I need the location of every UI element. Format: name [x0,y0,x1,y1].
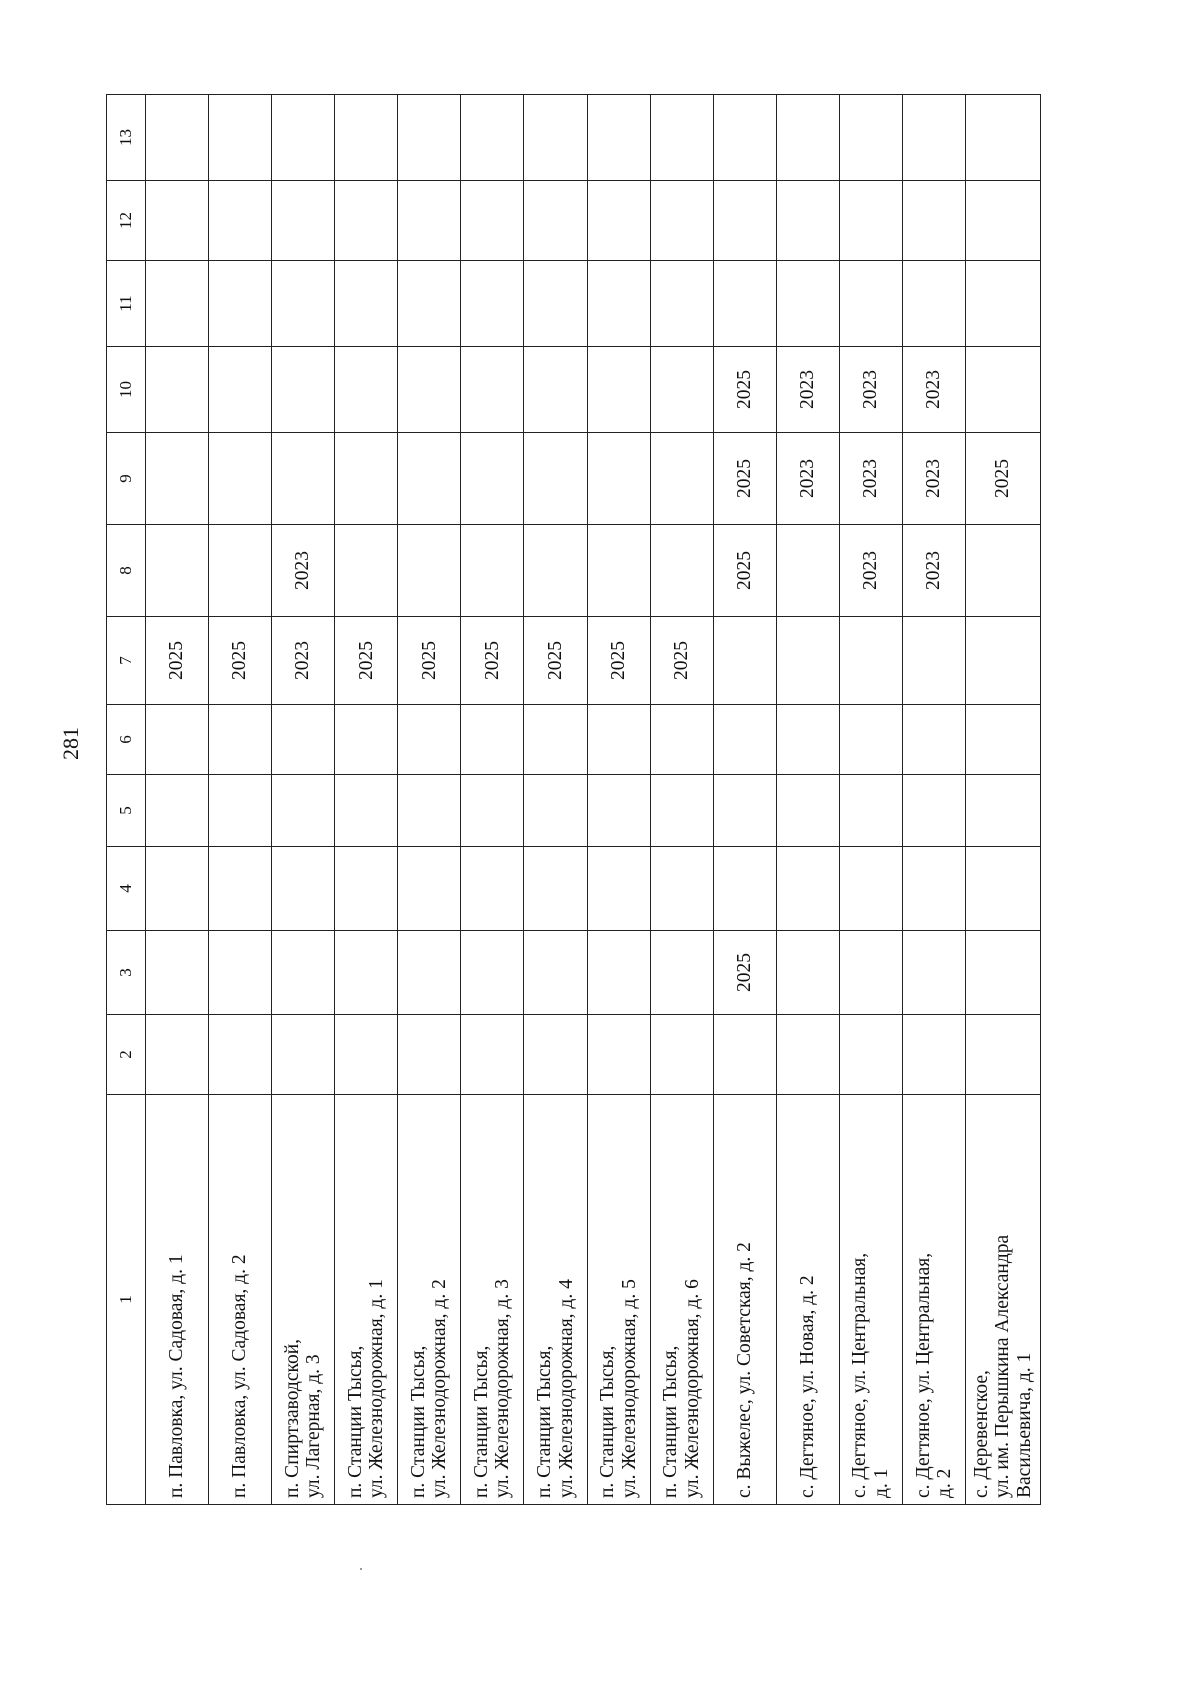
year-cell-col-9 [398,433,461,525]
year-cell-col-11 [776,261,839,347]
year-cell-col-10 [398,347,461,433]
year-cell-col-6 [839,705,902,775]
year-cell-col-4 [839,847,902,931]
year-cell-col-10 [272,347,335,433]
year-cell-col-5 [902,775,965,847]
year-cell-col-5 [335,775,398,847]
year-cell-col-11 [650,261,713,347]
year-cell-col-9: 2023 [776,433,839,525]
year-cell-col-8 [461,525,524,617]
year-cell-col-5 [587,775,650,847]
year-cell-col-2 [902,1015,965,1095]
year-cell-col-5 [524,775,587,847]
year-cell-col-8 [398,525,461,617]
year-cell-col-4 [966,847,1041,931]
table-row [713,95,776,1505]
year-cell-col-9: 2023 [839,433,902,525]
table-row [272,95,335,1505]
year-cell-col-13 [839,95,902,181]
year-cell-col-8: 2023 [839,525,902,617]
year-cell-col-11 [839,261,902,347]
year-cell-col-13 [209,95,272,181]
year-cell-col-10 [146,347,209,433]
year-cell-col-8 [776,525,839,617]
year-cell-col-11 [335,261,398,347]
year-cell-col-3 [398,931,461,1015]
year-cell-col-10: 2023 [776,347,839,433]
table-row [587,95,650,1505]
year-cell-col-7: 2025 [524,617,587,705]
column-header-10: 10 [107,347,146,433]
year-cell-col-2 [272,1015,335,1095]
column-header-8: 8 [107,525,146,617]
year-cell-col-12 [650,181,713,261]
table-row [146,95,209,1505]
address-cell: с. Выжелес, ул. Советская, д. 2 [713,1095,776,1505]
year-cell-col-13 [776,95,839,181]
year-cell-col-11 [398,261,461,347]
address-cell: п. Станции Тысья, ул. Железнодорожная, д. 5 [587,1095,650,1505]
year-cell-col-13 [461,95,524,181]
year-cell-col-11 [587,261,650,347]
year-cell-col-10: 2025 [713,347,776,433]
address-cell: с. Дегтяное, ул. Центральная, д. 1 [839,1095,902,1505]
column-header-7: 7 [107,617,146,705]
year-cell-col-6 [398,705,461,775]
year-cell-col-5 [209,775,272,847]
year-cell-col-3 [650,931,713,1015]
year-cell-col-13 [587,95,650,181]
year-cell-col-5 [839,775,902,847]
address-cell: с. Дегтяное, ул. Новая, д. 2 [776,1095,839,1505]
year-cell-col-6 [776,705,839,775]
year-cell-col-9 [272,433,335,525]
year-cell-col-12 [776,181,839,261]
address-cell: п. Павловка, ул. Садовая, д. 2 [209,1095,272,1505]
year-cell-col-8 [146,525,209,617]
year-cell-col-2 [335,1015,398,1095]
year-cell-col-5 [461,775,524,847]
year-cell-col-7 [713,617,776,705]
year-cell-col-12 [524,181,587,261]
year-cell-col-13 [966,95,1041,181]
year-cell-col-3 [524,931,587,1015]
year-cell-col-8 [650,525,713,617]
year-cell-col-4 [524,847,587,931]
year-cell-col-6 [902,705,965,775]
column-header-1: 1 [107,1095,146,1505]
year-cell-col-4 [335,847,398,931]
year-cell-col-5 [776,775,839,847]
year-cell-col-4 [461,847,524,931]
year-cell-col-8: 2023 [272,525,335,617]
table-row [839,95,902,1505]
year-cell-col-10: 2023 [902,347,965,433]
table-row [524,95,587,1505]
year-cell-col-2 [776,1015,839,1095]
year-cell-col-12 [966,181,1041,261]
year-cell-col-4 [776,847,839,931]
column-header-12: 12 [107,181,146,261]
column-header-13: 13 [107,95,146,181]
year-cell-col-9 [146,433,209,525]
year-cell-col-3 [902,931,965,1015]
year-cell-col-3 [335,931,398,1015]
year-cell-col-5 [966,775,1041,847]
year-cell-col-8 [966,525,1041,617]
year-cell-col-10 [209,347,272,433]
year-cell-col-13 [713,95,776,181]
data-table [106,94,1041,1505]
year-cell-col-2 [146,1015,209,1095]
year-cell-col-6 [461,705,524,775]
page-number: 281 [58,727,83,760]
address-cell: п. Станции Тысья, ул. Железнодорожная, д. 6 [650,1095,713,1505]
year-cell-col-9 [587,433,650,525]
column-header-5: 5 [107,775,146,847]
table-container [106,95,1041,1505]
column-header-9: 9 [107,433,146,525]
year-cell-col-6 [966,705,1041,775]
year-cell-col-11 [209,261,272,347]
year-cell-col-10 [335,347,398,433]
year-cell-col-5 [272,775,335,847]
address-cell: с. Дегтяное, ул. Центральная, д. 2 [902,1095,965,1505]
year-cell-col-2 [839,1015,902,1095]
year-cell-col-8 [335,525,398,617]
year-cell-col-4 [713,847,776,931]
year-cell-col-10 [461,347,524,433]
year-cell-col-4 [587,847,650,931]
year-cell-col-12 [587,181,650,261]
address-cell: п. Станции Тысья, ул. Железнодорожная, д. 3 [461,1095,524,1505]
year-cell-col-6 [524,705,587,775]
year-cell-col-3 [776,931,839,1015]
year-cell-col-10 [966,347,1041,433]
year-cell-col-3 [461,931,524,1015]
year-cell-col-9 [461,433,524,525]
address-cell: п. Павловка, ул. Садовая, д. 1 [146,1095,209,1505]
year-cell-col-13 [335,95,398,181]
year-cell-col-11 [461,261,524,347]
year-cell-col-4 [902,847,965,931]
year-cell-col-7: 2025 [650,617,713,705]
address-cell: п. Станции Тысья, ул. Железнодорожная, д. 1 [335,1095,398,1505]
year-cell-col-7: 2025 [335,617,398,705]
year-cell-col-4 [398,847,461,931]
table-row [335,95,398,1505]
year-cell-col-8 [587,525,650,617]
year-cell-col-8 [524,525,587,617]
table-row [776,95,839,1505]
year-cell-col-3 [587,931,650,1015]
year-cell-col-7 [776,617,839,705]
year-cell-col-7 [966,617,1041,705]
year-cell-col-13 [650,95,713,181]
year-cell-col-10 [524,347,587,433]
year-cell-col-2 [650,1015,713,1095]
year-cell-col-11 [902,261,965,347]
year-cell-col-12 [335,181,398,261]
year-cell-col-11 [966,261,1041,347]
year-cell-col-3: 2025 [713,931,776,1015]
year-cell-col-13 [524,95,587,181]
year-cell-col-4 [650,847,713,931]
table-row [966,95,1041,1505]
year-cell-col-2 [524,1015,587,1095]
year-cell-col-13 [146,95,209,181]
year-cell-col-7 [902,617,965,705]
year-cell-col-13 [272,95,335,181]
year-cell-col-11 [524,261,587,347]
column-header-2: 2 [107,1015,146,1095]
year-cell-col-2 [398,1015,461,1095]
year-cell-col-11 [272,261,335,347]
year-cell-col-11 [713,261,776,347]
year-cell-col-8: 2025 [713,525,776,617]
year-cell-col-4 [272,847,335,931]
address-cell: п. Станции Тысья, ул. Железнодорожная, д. 4 [524,1095,587,1505]
year-cell-col-7: 2025 [461,617,524,705]
year-cell-col-9 [524,433,587,525]
address-cell: с. Деревенское, ул. им. Перышкина Александра Васильевича, д. 1 [966,1095,1041,1505]
table-row [650,95,713,1505]
year-cell-col-3 [146,931,209,1015]
year-cell-col-3 [839,931,902,1015]
year-cell-col-5 [650,775,713,847]
year-cell-col-8: 2023 [902,525,965,617]
year-cell-col-12 [146,181,209,261]
year-cell-col-12 [398,181,461,261]
year-cell-col-5 [146,775,209,847]
year-cell-col-13 [902,95,965,181]
year-cell-col-7: 2025 [209,617,272,705]
year-cell-col-6 [335,705,398,775]
year-cell-col-4 [209,847,272,931]
year-cell-col-10: 2023 [839,347,902,433]
year-cell-col-12 [209,181,272,261]
column-header-3: 3 [107,931,146,1015]
year-cell-col-6 [650,705,713,775]
year-cell-col-12 [902,181,965,261]
column-header-11: 11 [107,261,146,347]
year-cell-col-3 [209,931,272,1015]
year-cell-col-9 [335,433,398,525]
year-cell-col-5 [398,775,461,847]
year-cell-col-4 [146,847,209,931]
column-header-4: 4 [107,847,146,931]
table-row [461,95,524,1505]
year-cell-col-13 [398,95,461,181]
column-header-6: 6 [107,705,146,775]
year-cell-col-12 [272,181,335,261]
year-cell-col-2 [966,1015,1041,1095]
year-cell-col-12 [839,181,902,261]
year-cell-col-10 [587,347,650,433]
year-cell-col-3 [966,931,1041,1015]
year-cell-col-8 [209,525,272,617]
year-cell-col-6 [587,705,650,775]
year-cell-col-6 [146,705,209,775]
year-cell-col-6 [713,705,776,775]
year-cell-col-7: 2025 [146,617,209,705]
year-cell-col-6 [272,705,335,775]
year-cell-col-5 [713,775,776,847]
year-cell-col-2 [713,1015,776,1095]
year-cell-col-3 [272,931,335,1015]
year-cell-col-7 [839,617,902,705]
year-cell-col-9 [209,433,272,525]
year-cell-col-6 [209,705,272,775]
year-cell-col-12 [713,181,776,261]
year-cell-col-12 [461,181,524,261]
year-cell-col-2 [461,1015,524,1095]
year-cell-col-2 [587,1015,650,1095]
year-cell-col-9 [650,433,713,525]
year-cell-col-7: 2025 [398,617,461,705]
year-cell-col-9: 2023 [902,433,965,525]
year-cell-col-11 [146,261,209,347]
year-cell-col-9: 2025 [713,433,776,525]
year-cell-col-10 [650,347,713,433]
table-header-row [107,95,146,1505]
table-row [398,95,461,1505]
table-row [209,95,272,1505]
address-cell: п. Станции Тысья, ул. Железнодорожная, д. 2 [398,1095,461,1505]
scan-dot [360,1568,362,1570]
address-cell: п. Спиртзаводской, ул. Лагерная, д. 3 [272,1095,335,1505]
year-cell-col-9: 2025 [966,433,1041,525]
year-cell-col-2 [209,1015,272,1095]
year-cell-col-7: 2023 [272,617,335,705]
year-cell-col-7: 2025 [587,617,650,705]
table-row [902,95,965,1505]
